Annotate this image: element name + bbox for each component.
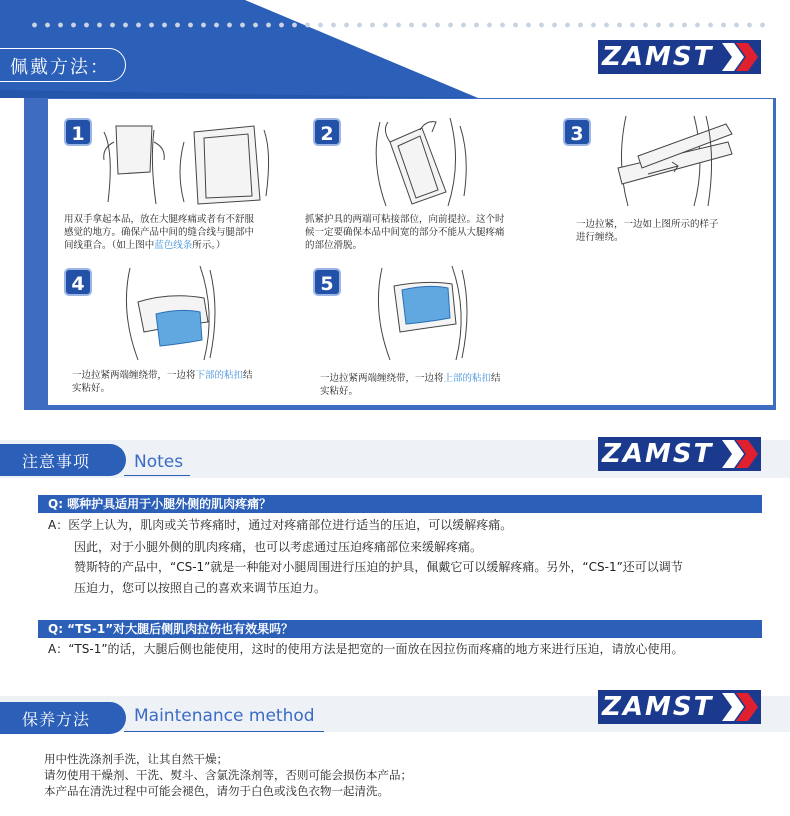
step-4-badge: 4 bbox=[64, 268, 92, 296]
step-5-line-1: 一边拉紧两端缠绕带，一边将 bbox=[320, 373, 444, 384]
step-2-line-1: 抓紧护具的两端可粘接部位，向前提拉。这个时 bbox=[305, 214, 505, 225]
maintenance-line-3: 本产品在清洗过程中可能会褪色，请勿于白色或浅色衣物一起清洗。 bbox=[44, 784, 389, 798]
step-4-text bbox=[72, 369, 292, 395]
step-3-badge: 3 bbox=[563, 118, 591, 146]
answer-1-line-1: A：医学上认为，肌肉或关节疼痛时，通过对疼痛部位进行适当的压迫，可以缓解疼痛。 bbox=[48, 518, 513, 532]
question-1-bar: Q: 哪种护具适用于小腿外侧的肌肉疼痛？ bbox=[38, 495, 762, 513]
step-5-illustration bbox=[372, 262, 482, 362]
notes-heading-underline bbox=[124, 475, 190, 476]
step-2-illustration bbox=[350, 112, 510, 208]
step-3-text bbox=[576, 218, 766, 244]
step-5-highlight: 上部的粘扣 bbox=[443, 373, 492, 384]
zamst-logo bbox=[598, 690, 761, 724]
answer-1-line-2: 因此，对于小腿外侧的肌肉疼痛，也可以考虑通过压迫疼痛部位来缓解疼痛。 bbox=[74, 540, 483, 554]
step-4-line-2: 实粘好。 bbox=[72, 383, 111, 394]
step-5-badge: 5 bbox=[313, 268, 341, 296]
answer-1-line-3: 赞斯特的产品中，“CS-1”就是一种能对小腿周围进行压迫的护具，佩戴它可以缓解疼痛。另外，“CS-1”还可以调节 bbox=[74, 560, 683, 574]
zamst-logo-text: ZAMST bbox=[602, 439, 714, 469]
question-2-bar: Q: “TS-1”对大腿后侧肌肉拉伤也有效果吗？ bbox=[38, 620, 762, 638]
step-1-highlight: 蓝色线条 bbox=[154, 240, 193, 251]
zamst-logo bbox=[598, 437, 761, 471]
step-1-line-1: 用双手拿起本品，放在大腿疼痛或者有不舒服 bbox=[64, 214, 255, 225]
step-5-line-2: 实粘好。 bbox=[320, 386, 359, 397]
answer-1-line-4: 压迫力，您可以按照自己的喜欢来调节压迫力。 bbox=[74, 581, 327, 595]
step-2-line-2: 候一定要确保本品中间宽的部分不能从大腿疼痛 bbox=[305, 227, 505, 238]
step-4-line-1-end: 结 bbox=[243, 370, 253, 381]
step-2-line-3: 的部位滑脱。 bbox=[305, 240, 363, 251]
logo-chevron-icon bbox=[598, 690, 761, 724]
notes-heading-en: Notes bbox=[134, 452, 184, 472]
maintenance-line-1: 用中性洗涤剂手洗，让其自然干燥； bbox=[44, 752, 228, 766]
step-1-illustration bbox=[94, 112, 284, 208]
notes-heading-cn: 注意事项 bbox=[22, 452, 91, 471]
maintenance-heading-cn: 保养方法 bbox=[22, 710, 91, 729]
maintenance-heading-en: Maintenance method bbox=[134, 706, 315, 726]
zamst-logo-text: ZAMST bbox=[602, 42, 714, 72]
maintenance-line-2: 请勿使用干燥剂、干洗、熨斗、含氯洗涤剂等，否则可能会损伤本产品； bbox=[44, 768, 412, 782]
step-4-line-1: 一边拉紧两端缠绕带，一边将 bbox=[72, 370, 196, 381]
step-5-line-1-end: 结 bbox=[491, 373, 501, 384]
answer-2: A：“TS-1”的话，大腿后侧也能使用，这时的使用方法是把宽的一面放在因拉伤而疼痛的地方来进行压迫，请放心使用。 bbox=[48, 642, 684, 656]
step-1-text bbox=[64, 213, 294, 252]
zamst-logo-text: ZAMST bbox=[602, 692, 714, 722]
step-5-text bbox=[320, 372, 540, 398]
step-1-badge: 1 bbox=[64, 118, 92, 146]
logo-chevron-icon bbox=[598, 437, 761, 471]
how-to-wear-heading: 佩戴方法： bbox=[10, 57, 110, 78]
step-2-badge: 2 bbox=[313, 118, 341, 146]
step-1-line-3: 间线重合。（如上图中 bbox=[64, 240, 155, 251]
maintenance-heading-underline bbox=[124, 731, 324, 732]
step-4-illustration bbox=[120, 262, 230, 362]
step-3-line-2: 进行缠绕。 bbox=[576, 232, 624, 243]
zamst-logo bbox=[598, 40, 761, 74]
logo-chevron-icon bbox=[598, 40, 761, 74]
step-1-line-2: 感觉的地方。确保产品中间的缝合线与腿部中 bbox=[64, 227, 255, 238]
decorative-dot-row bbox=[28, 22, 768, 28]
step-2-text bbox=[305, 213, 550, 252]
step-1-line-3-end: 所示。） bbox=[192, 240, 226, 251]
step-3-illustration bbox=[598, 112, 748, 208]
step-3-line-1: 一边拉紧，一边如上图所示的样子 bbox=[576, 219, 719, 230]
step-4-highlight: 下部的粘扣 bbox=[195, 370, 244, 381]
